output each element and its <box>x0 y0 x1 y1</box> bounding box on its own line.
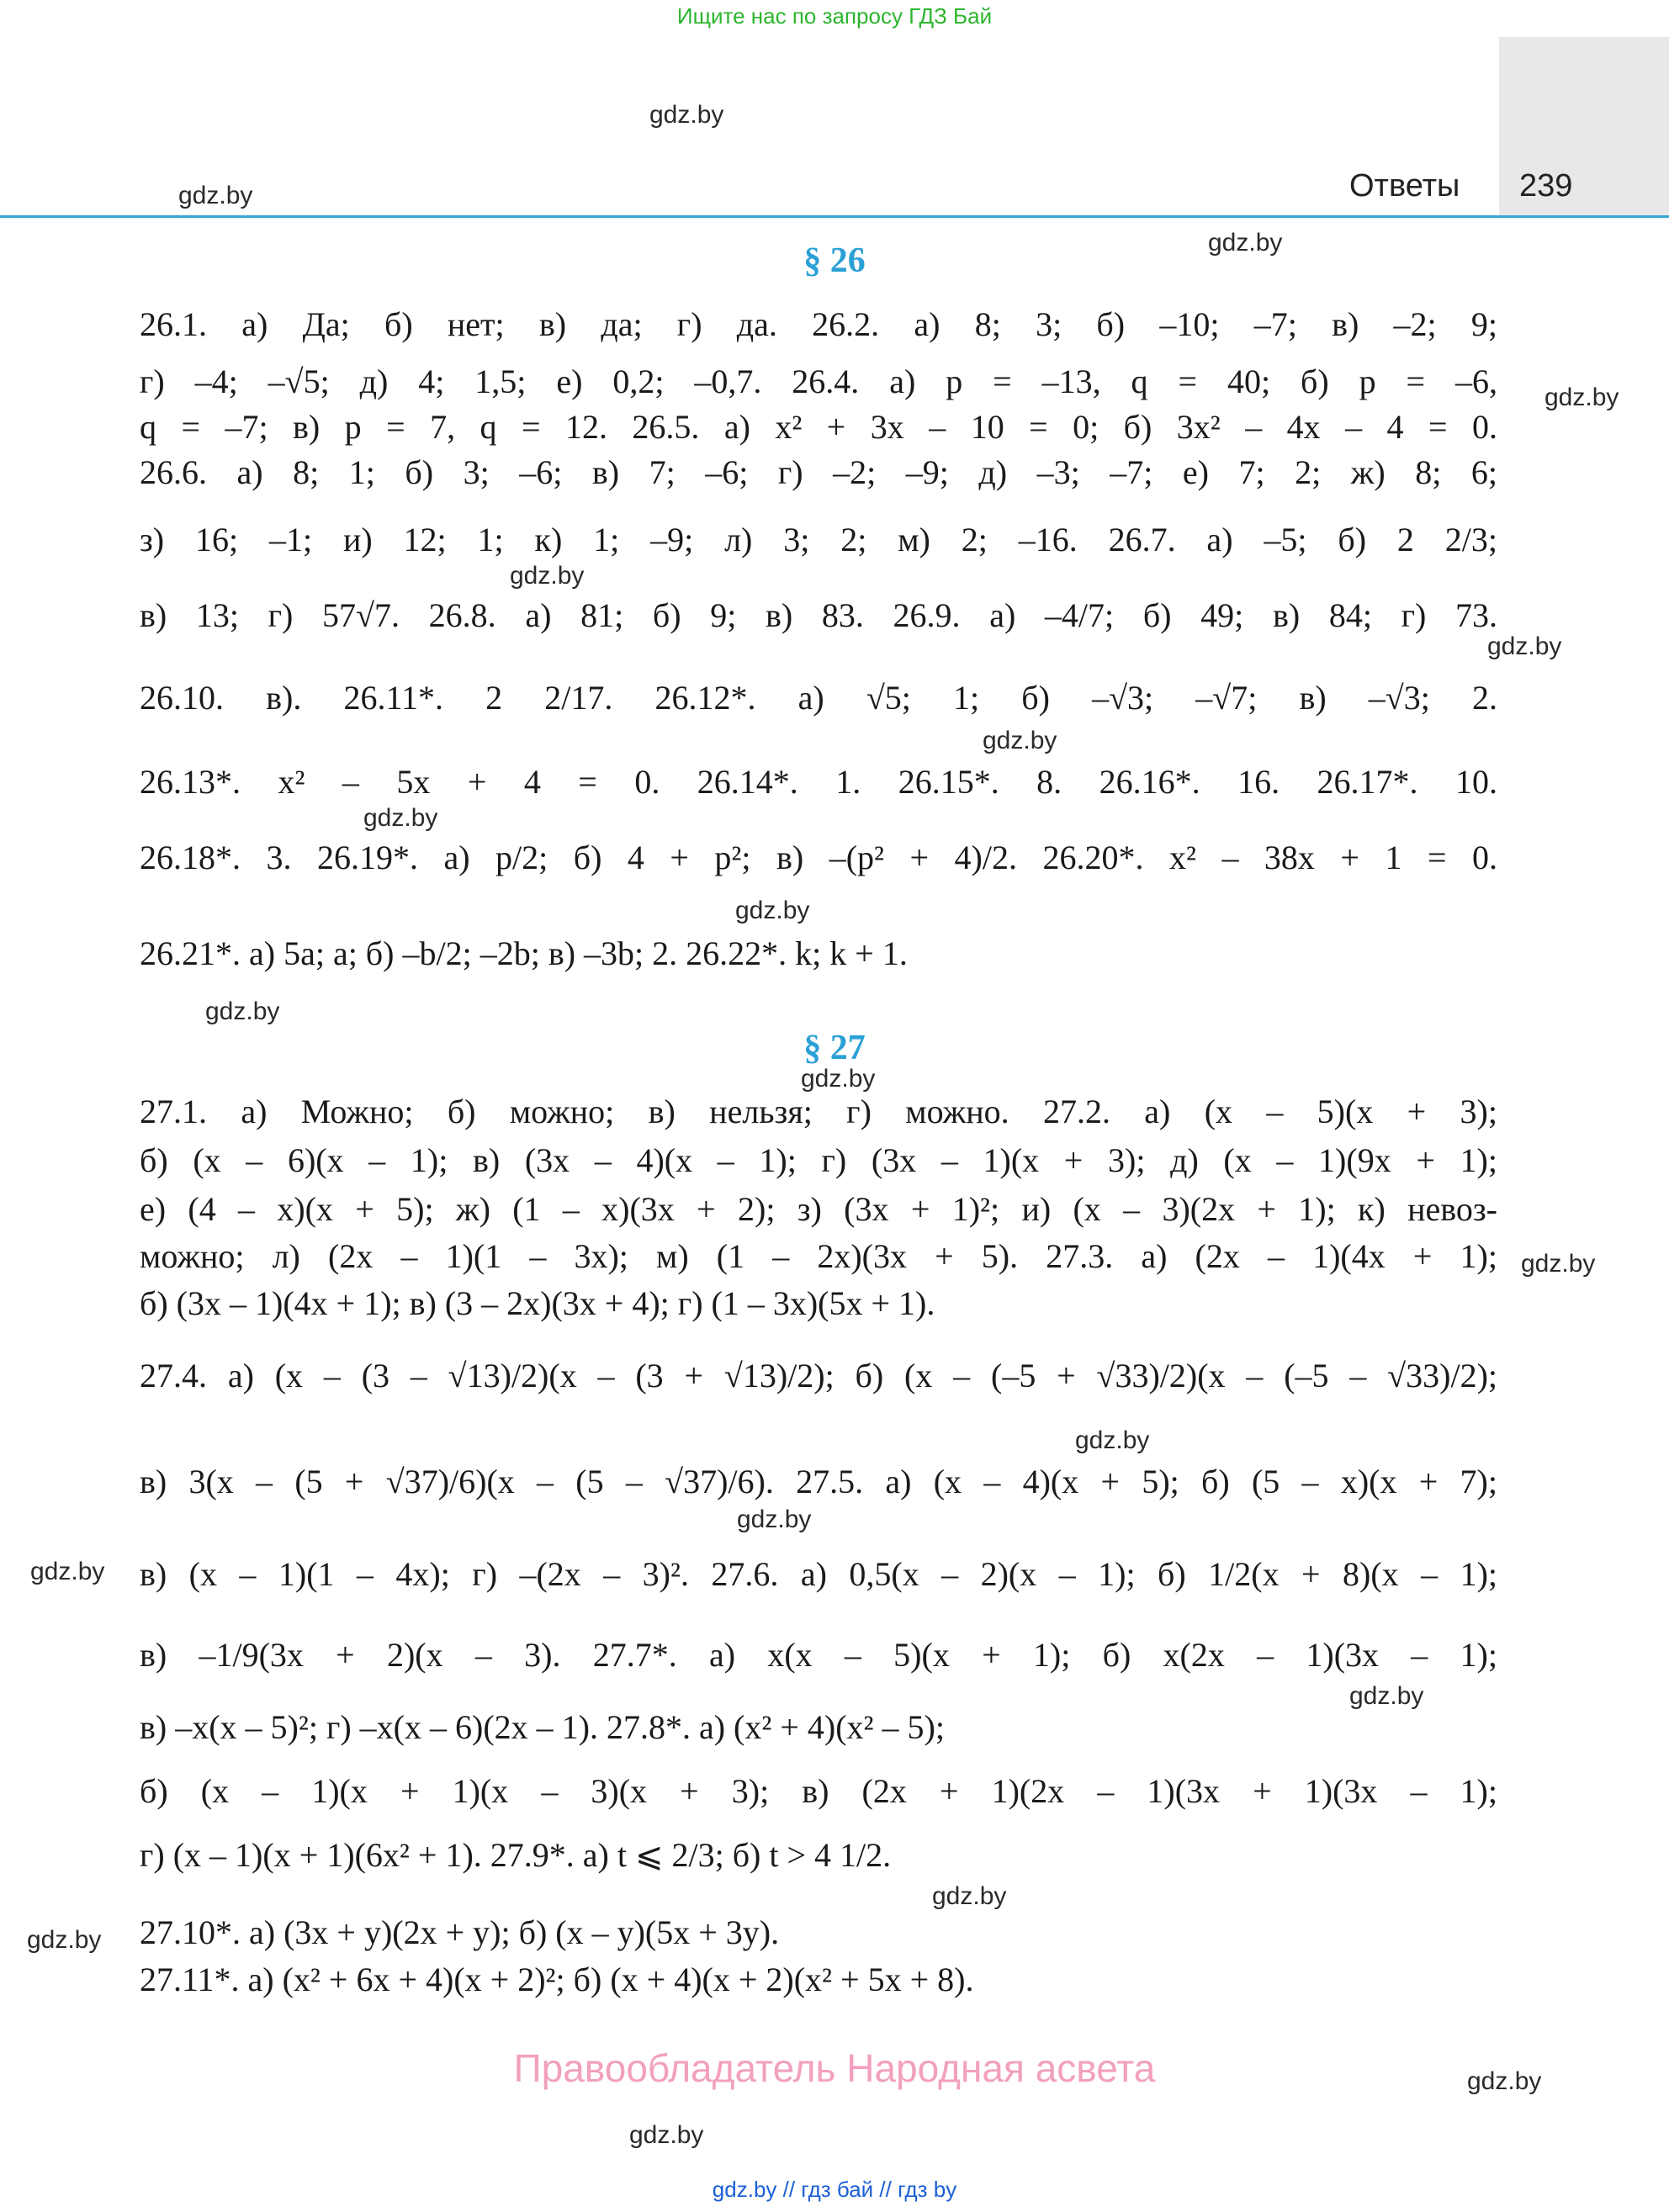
answer-line: в) –1/9(3x + 2)(x – 3). 27.7*. а) x(x – 5)(x + 1); б) x(2x – 1)(3x – 1); <box>140 1636 1497 1674</box>
answer-line: в) 13; г) 57√7. 26.8. а) 81; б) 9; в) 83. 26.9. а) –4/7; б) 49; в) 84; г) 73. <box>140 596 1497 634</box>
answer-line: в) 3(x – (5 + √37)/6)(x – (5 – √37)/6). 27.5. а) (x – 4)(x + 5); б) (5 – x)(x + 7); <box>140 1463 1497 1500</box>
answer-line: 27.11*. а) (x² + 6x + 4)(x + 2)²; б) (x + 4)(x + 2)(x² + 5x + 8). <box>140 1961 974 1998</box>
section-title: § 27 <box>803 1029 866 1067</box>
watermark: gdz.by <box>735 897 810 924</box>
answer-line: в) (x – 1)(1 – 4x); г) –(2x – 3)². 27.6. а) 0,5(x – 2)(x – 1); б) 1/2(x + 8)(x – 1); <box>140 1555 1497 1593</box>
answer-line: 27.10*. а) (3x + y)(2x + y); б) (x – y)(5x + 3y). <box>140 1913 780 1951</box>
watermark: gdz.by <box>205 998 280 1025</box>
answer-line: 26.21*. а) 5a; a; б) –b/2; –2b; в) –3b; 2. 26.22*. k; k + 1. <box>140 934 908 972</box>
watermark: gdz.by <box>932 1882 1007 1910</box>
answer-line: в) –x(x – 5)²; г) –x(x – 6)(2x – 1). 27.8*. а) (x² + 4)(x² – 5); <box>140 1708 945 1746</box>
answer-line: 26.10. в). 26.11*. 2 2/17. 26.12*. а) √5; 1; б) –√3; –√7; в) –√3; 2. <box>140 679 1497 717</box>
answer-line: 26.6. а) 8; 1; б) 3; –6; в) 7; –6; г) –2; –9; д) –3; –7; е) 7; 2; ж) 8; 6; <box>140 453 1497 491</box>
watermark: gdz.by <box>1349 1682 1424 1710</box>
answer-line: з) 16; –1; и) 12; 1; к) 1; –9; л) 3; 2; м) 2; –16. 26.7. а) –5; б) 2 2/3; <box>140 521 1497 558</box>
watermark: gdz.by <box>649 101 724 129</box>
running-head: Ответы <box>1349 168 1460 204</box>
watermark: gdz.by <box>1467 2067 1542 2095</box>
answer-line: 26.1. а) Да; б) нет; в) да; г) да. 26.2. а) 8; 3; б) –10; –7; в) –2; 9; <box>140 305 1497 343</box>
answer-line: 27.4. а) (x – (3 – √13)/2)(x – (3 + √13)/2); б) (x – (–5 + √33)/2)(x – (–5 – √33)/2); <box>140 1357 1497 1394</box>
watermark: gdz.by <box>363 804 438 832</box>
watermark: gdz.by <box>30 1558 105 1585</box>
watermark: gdz.by <box>1208 229 1283 257</box>
answer-line: б) (x – 1)(x + 1)(x – 3)(x + 3); в) (2x + 1)(2x – 1)(3x + 1)(3x – 1); <box>140 1772 1497 1810</box>
footer-links[interactable]: gdz.by // гдз бай // гдз by <box>712 2177 957 2202</box>
answer-line: б) (3x – 1)(4x + 1); в) (3 – 2x)(3x + 4); г) (1 – 3x)(5x + 1). <box>140 1284 935 1322</box>
top-banner[interactable]: Ищите нас по запросу ГДЗ Бай <box>676 3 993 29</box>
watermark: gdz.by <box>27 1926 102 1954</box>
watermark: gdz.by <box>1521 1250 1596 1278</box>
answer-line: г) –4; –√5; д) 4; 1,5; е) 0,2; –0,7. 26.4. а) p = –13, q = 40; б) p = –6, <box>140 362 1497 400</box>
answer-line: q = –7; в) p = 7, q = 12. 26.5. а) x² + 3x – 10 = 0; б) 3x² – 4x – 4 = 0. <box>140 408 1497 446</box>
copyright-notice: Правообладатель Народная асвета <box>513 2046 1156 2090</box>
answer-line: 26.18*. 3. 26.19*. а) p/2; б) 4 + p²; в) –(p² + 4)/2. 26.20*. x² – 38x + 1 = 0. <box>140 839 1497 876</box>
answer-line: б) (x – 6)(x – 1); в) (3x – 4)(x – 1); г) (3x – 1)(x + 3); д) (x – 1)(9x + 1); <box>140 1141 1497 1179</box>
watermark: gdz.by <box>737 1506 812 1533</box>
watermark: gdz.by <box>801 1065 876 1093</box>
answer-line: г) (x – 1)(x + 1)(6x² + 1). 27.9*. а) t ⩽ 2/3; б) t > 4 1/2. <box>140 1836 892 1874</box>
answer-line: 27.1. а) Можно; б) можно; в) нельзя; г) можно. 27.2. а) (x – 5)(x + 3); <box>140 1093 1497 1130</box>
watermark: gdz.by <box>983 727 1057 754</box>
watermark: gdz.by <box>1075 1426 1150 1454</box>
answer-line: е) (4 – x)(x + 5); ж) (1 – x)(3x + 2); з) (3x + 1)²; и) (x – 3)(2x + 1); к) невоз- <box>140 1190 1497 1228</box>
page-number: 239 <box>1519 168 1573 204</box>
watermark: gdz.by <box>510 562 585 590</box>
watermark: gdz.by <box>1487 632 1562 660</box>
section-title: § 26 <box>803 241 866 280</box>
watermark: gdz.by <box>178 182 253 209</box>
watermark: gdz.by <box>1544 384 1619 411</box>
header-rule <box>0 215 1669 218</box>
watermark: gdz.by <box>629 2121 704 2149</box>
answer-line: 26.13*. x² – 5x + 4 = 0. 26.14*. 1. 26.15*. 8. 26.16*. 16. 26.17*. 10. <box>140 763 1497 801</box>
answer-line: можно; л) (2x – 1)(1 – 3x); м) (1 – 2x)(3x + 5). 27.3. а) (2x – 1)(4x + 1); <box>140 1237 1497 1275</box>
